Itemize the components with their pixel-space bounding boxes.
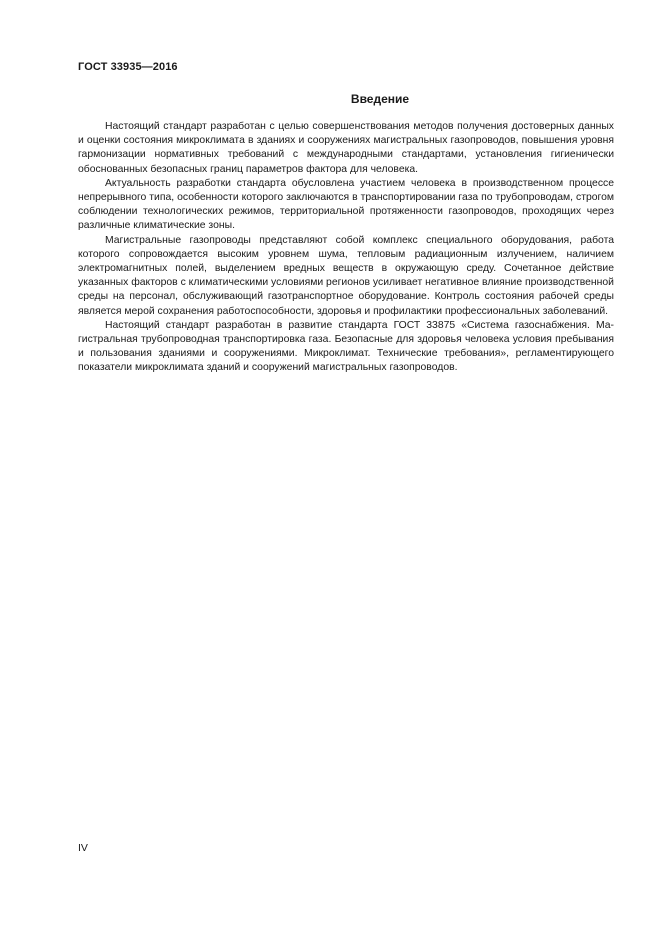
paragraph: Актуальность разработки стандарта обусловлена участием человека в производственном процессе непрерывного типа, особенности которого заключаются в транспортировании газа по трубопроводам, строгом соблюдении технологических режимов, территориальной протяженности газопроводов, проходящих через различные климатические зоны. xyxy=(78,177,614,232)
page-number: IV xyxy=(78,842,88,854)
paragraph: Настоящий стандарт разработан в развитие стандарта ГОСТ 33875 «Система газоснабжения. Магистральная трубопроводная транспортировка газа. Безопасные для здоровья человека условия пребывания и пользования зданиями и сооружениями. Микроклимат. Технические требования», регламентирующего показатели микроклимата зданий и сооружений магистральных газопроводов. xyxy=(78,319,614,374)
section-title-text: Введение xyxy=(350,92,410,106)
paragraph: Магистральные газопроводы представляют собой комплекс специального оборудования, работа которого сопровождается высоким уровнем шума, тепловым радиационным излучением, наличием электромагнитных полей, выделением вредных веществ в окружающую среду. Сочетанное действие указанных факторов с климатическими условиями регионов усиливает негативное влияние производственной среды на персонал, обслуживающий газотранспортное оборудование. Контроль состояния рабочей среды является мерой сохранения работоспособности, здоровья и профилактики профессиональных заболеваний. xyxy=(78,234,614,317)
paragraph: Настоящий стандарт разработан с целью совершенствования методов получения достоверных данных и оценки состояния микроклимата в зданиях и сооружениях магистральных газопроводов, повышения уровня гармонизации нормативных требований с международными стандартами, установления гигиенически обоснованных безопасных границ параметров фактора для человека. xyxy=(78,121,614,175)
introduction-body xyxy=(78,120,614,376)
section-title xyxy=(78,92,614,106)
document-code-header: ГОСТ 33935—2016 xyxy=(78,61,178,73)
